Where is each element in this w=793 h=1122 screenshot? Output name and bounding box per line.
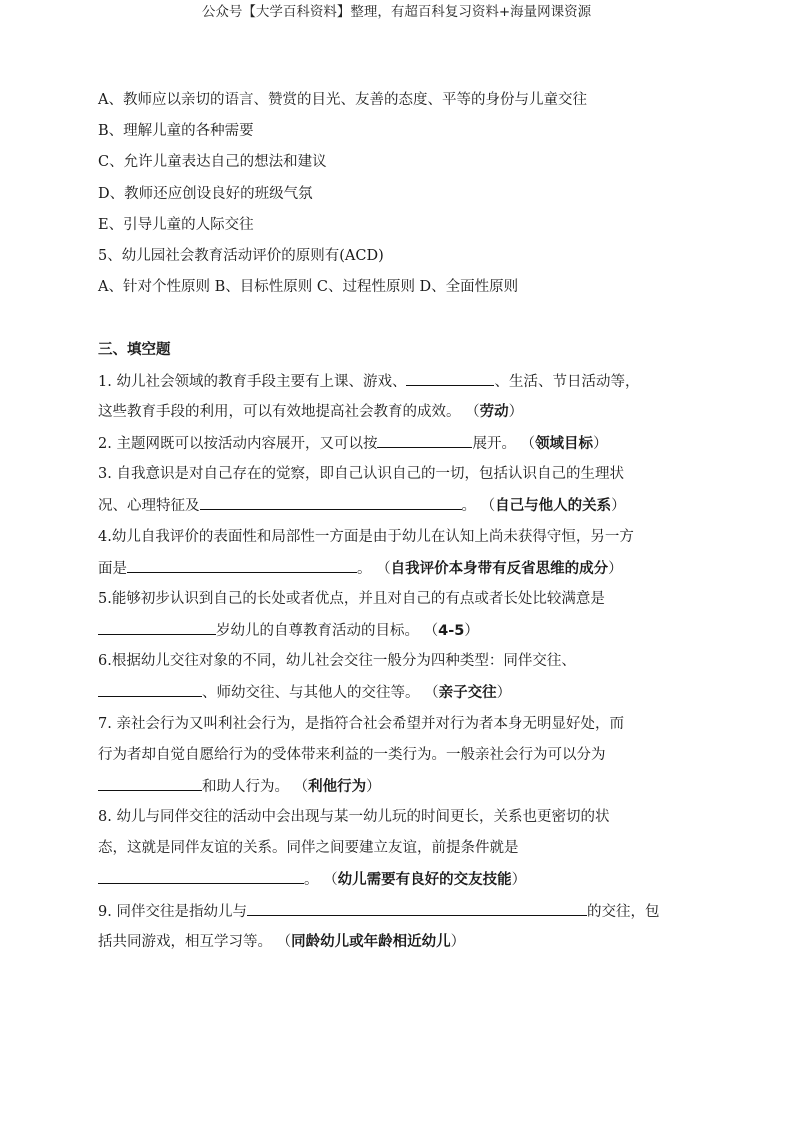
option-b: B、理解儿童的各种需要: [98, 123, 254, 139]
fill-q7-blank: [98, 775, 202, 791]
option-c: C、允许儿童表达自己的想法和建议: [98, 154, 327, 170]
fill-q8-line1: 8. 幼儿与同伴交往的活动中会出现与某一幼儿玩的时间更长，关系也更密切的状: [98, 809, 610, 825]
fill-q3-close: ）: [611, 498, 626, 514]
fill-q4-blank: [127, 557, 357, 573]
fill-q7-answer: 利他行为: [308, 779, 367, 795]
fill-q3-text: 。 （: [461, 498, 496, 514]
fill-q4-line1: 4.幼儿自我评价的表面性和局部性一方面是由于幼儿在认知上尚未获得守恒，另一方: [98, 529, 634, 545]
fill-q3-text: 况、心理特征及: [98, 498, 200, 514]
fill-q1-text: 这些教育手段的利用，可以有效地提高社会教育的成效。 （: [98, 404, 480, 420]
fill-q7-close: ）: [366, 779, 381, 795]
fill-q3-line2: [98, 494, 626, 517]
fill-q6-close: ）: [496, 685, 512, 701]
fill-q5-close: ）: [464, 623, 479, 639]
fill-q3-blank: [200, 494, 462, 510]
fill-q2-answer: 领域目标: [535, 436, 594, 452]
fill-q1-text: 1. 幼儿社会领域的教育手段主要有上课、游戏、: [98, 374, 407, 390]
fill-q6-blank: [98, 681, 202, 697]
fill-q5-line1: 5.能够初步认识到自己的长处或者优点，并且对自己的有点或者长处比较满意是: [98, 591, 605, 607]
fill-q3-line1: 3. 自我意识是对自己存在的觉察，即自己认识自己的一切，包括认识自己的生理状: [98, 466, 624, 482]
fill-q9-line1: [98, 900, 659, 923]
fill-q9-text: 的交往，包: [586, 904, 660, 920]
option-a: A、教师应以亲切的语言、赞赏的目光、友善的态度、平等的身份与儿童交往: [98, 92, 587, 108]
fill-q7-line2: 行为者却自觉自愿给行为的受体带来利益的一类行为。一般亲社会行为可以分为: [98, 747, 606, 763]
section-title: 三、填空题: [98, 342, 171, 358]
fill-q6-line2: [98, 681, 511, 704]
fill-q6-text: 、师幼交往、与其他人的交往等。 （: [202, 685, 439, 701]
fill-q6-answer: 亲子交往: [438, 685, 497, 701]
fill-q4-line2: [98, 557, 623, 580]
option-e: E、引导儿童的人际交往: [98, 217, 254, 233]
fill-q2-close: ）: [593, 436, 608, 452]
fill-q8-line2: 态，这就是同伴友谊的关系。同伴之间要建立友谊，前提条件就是: [98, 840, 519, 856]
fill-q9-text: 9. 同伴交往是指幼儿与: [98, 904, 247, 920]
fill-q8-line3: [98, 868, 526, 891]
fill-q3-answer: 自己与他人的关系: [495, 498, 612, 514]
fill-q1-answer: 劳动: [479, 404, 509, 420]
question-5-options: A、针对个性原则 B、目标性原则 C、过程性原则 D、全面性原则: [98, 279, 519, 295]
fill-q5-line2: [98, 619, 479, 642]
fill-q5-blank: [98, 619, 216, 635]
option-d: D、教师还应创设良好的班级气氛: [98, 186, 313, 202]
fill-q4-close: ）: [608, 561, 623, 577]
fill-q6-line1: 6.根据幼儿交往对象的不同，幼儿社会交往一般分为四种类型：同伴交往、: [98, 653, 576, 669]
fill-q1-close: ）: [508, 404, 524, 420]
question-5-stem: 5、幼儿园社会教育活动评价的原则有(ACD): [98, 248, 384, 264]
fill-q9-answer: 同龄幼儿或年龄相近幼儿: [291, 934, 451, 950]
fill-q8-answer: 幼儿需要有良好的交友技能: [337, 872, 512, 888]
fill-q7-text: 和助人行为。 （: [202, 779, 309, 795]
fill-q2-line1: [98, 432, 608, 455]
page-header: 公众号【大学百科资料】整理，有超百科复习资料+海量网课资源: [201, 4, 592, 20]
fill-q4-text: 面是: [98, 561, 127, 577]
fill-q2-blank: [377, 432, 472, 448]
fill-q1-line2: [98, 401, 523, 423]
fill-q2-text: 展开。 （: [472, 436, 536, 452]
fill-q1-text: 、生活、节日活动等，: [494, 374, 640, 390]
fill-q1-line1: [98, 370, 639, 393]
fill-q7-line1: 7. 亲社会行为又叫利社会行为，是指符合社会希望并对行为者本身无明显好处，而: [98, 716, 624, 732]
fill-q4-text: 。 （: [357, 561, 391, 577]
fill-q8-close: ）: [511, 872, 527, 888]
fill-q9-line2: [98, 931, 465, 953]
fill-q2-text: 2. 主题网既可以按活动内容展开，又可以按: [98, 436, 378, 452]
fill-q8-text: 。 （: [304, 872, 338, 888]
fill-q9-close: ）: [450, 934, 466, 950]
fill-q5-answer: 4-5: [438, 623, 465, 639]
fill-q4-answer: 自我评价本身带有反省思维的成分: [390, 561, 609, 577]
fill-q9-text: 括共同游戏，相互学习等。 （: [98, 934, 292, 950]
fill-q5-text: 岁幼儿的自尊教育活动的目标。 （: [216, 623, 439, 639]
fill-q8-blank: [98, 868, 304, 884]
fill-q7-line3: [98, 775, 381, 798]
fill-q9-blank: [247, 900, 587, 916]
fill-q1-blank: [406, 370, 494, 386]
